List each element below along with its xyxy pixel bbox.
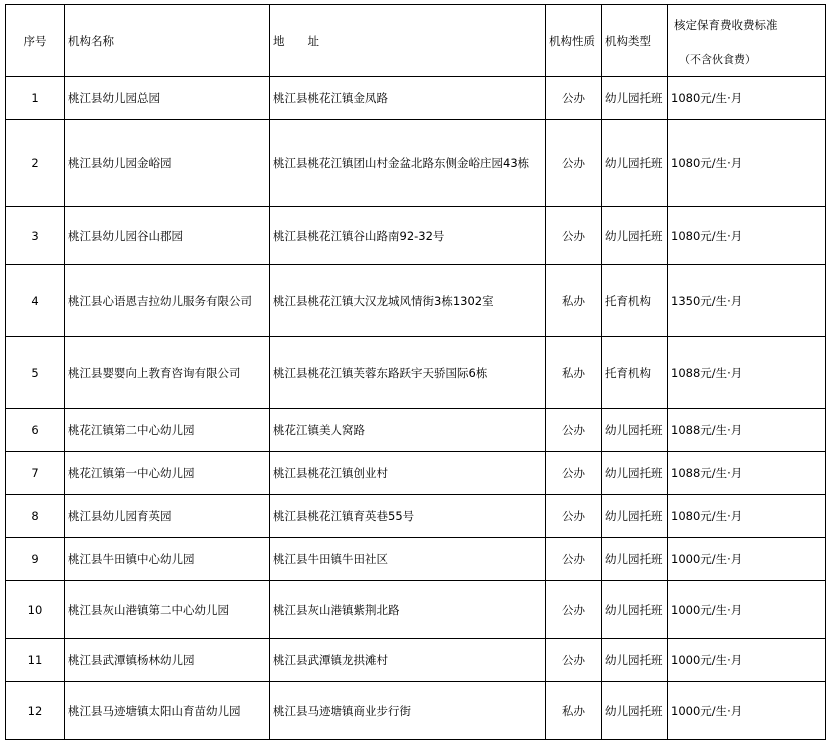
cell-name: 桃江县心语恩吉拉幼儿服务有限公司 <box>65 265 270 337</box>
cell-type: 幼儿园托班 <box>602 495 668 538</box>
cell-no: 7 <box>6 452 65 495</box>
cell-nature: 私办 <box>546 265 602 337</box>
header-no: 序号 <box>6 5 65 77</box>
cell-name: 桃江县武潭镇杨林幼儿园 <box>65 639 270 682</box>
cell-type: 幼儿园托班 <box>602 639 668 682</box>
header-fee <box>668 5 826 77</box>
cell-no: 1 <box>6 77 65 120</box>
cell-address: 桃江县灰山港镇紫荆北路 <box>270 581 546 639</box>
cell-no: 8 <box>6 495 65 538</box>
cell-nature: 公办 <box>546 639 602 682</box>
cell-type: 幼儿园托班 <box>602 452 668 495</box>
cell-no: 12 <box>6 682 65 740</box>
cell-fee: 1080元/生·月 <box>668 207 826 265</box>
cell-nature: 公办 <box>546 409 602 452</box>
cell-nature: 公办 <box>546 495 602 538</box>
header-fee-note: （不含伙食费） <box>679 53 756 66</box>
cell-no: 11 <box>6 639 65 682</box>
header-nature: 机构性质 <box>546 5 602 77</box>
table-row <box>6 337 826 409</box>
table-row <box>6 120 826 207</box>
cell-address: 桃江县桃花江镇创业村 <box>270 452 546 495</box>
table-row <box>6 452 826 495</box>
cell-name: 桃花江镇第一中心幼儿园 <box>65 452 270 495</box>
cell-fee: 1088元/生·月 <box>668 452 826 495</box>
cell-name: 桃花江镇第二中心幼儿园 <box>65 409 270 452</box>
cell-name: 桃江县婴婴向上教育咨询有限公司 <box>65 337 270 409</box>
cell-name: 桃江县幼儿园金峪园 <box>65 120 270 207</box>
cell-nature: 公办 <box>546 452 602 495</box>
cell-address: 桃江县桃花江镇谷山路南92-32号 <box>270 207 546 265</box>
cell-type: 幼儿园托班 <box>602 77 668 120</box>
cell-nature: 公办 <box>546 120 602 207</box>
table-row <box>6 639 826 682</box>
cell-no: 2 <box>6 120 65 207</box>
cell-fee: 1000元/生·月 <box>668 581 826 639</box>
table-row <box>6 538 826 581</box>
cell-fee: 1088元/生·月 <box>668 337 826 409</box>
cell-no: 4 <box>6 265 65 337</box>
cell-name: 桃江县幼儿园总园 <box>65 77 270 120</box>
cell-fee: 1000元/生·月 <box>668 538 826 581</box>
cell-nature: 公办 <box>546 581 602 639</box>
cell-name: 桃江县牛田镇中心幼儿园 <box>65 538 270 581</box>
table-row <box>6 581 826 639</box>
cell-type: 幼儿园托班 <box>602 581 668 639</box>
cell-name: 桃江县幼儿园谷山郡园 <box>65 207 270 265</box>
cell-address: 桃江县马迹塘镇商业步行街 <box>270 682 546 740</box>
cell-address: 桃江县武潭镇龙拱滩村 <box>270 639 546 682</box>
cell-fee: 1080元/生·月 <box>668 77 826 120</box>
header-fee-title: 核定保育费收费标准 <box>674 18 778 32</box>
cell-name: 桃江县马迹塘镇太阳山育苗幼儿园 <box>65 682 270 740</box>
cell-nature: 公办 <box>546 77 602 120</box>
cell-address: 桃江县桃花江镇大汉龙城风情街3栋1302室 <box>270 265 546 337</box>
cell-no: 6 <box>6 409 65 452</box>
cell-fee: 1088元/生·月 <box>668 409 826 452</box>
cell-nature: 公办 <box>546 207 602 265</box>
cell-fee: 1350元/生·月 <box>668 265 826 337</box>
cell-type: 幼儿园托班 <box>602 207 668 265</box>
cell-nature: 私办 <box>546 337 602 409</box>
cell-fee: 1080元/生·月 <box>668 120 826 207</box>
cell-no: 5 <box>6 337 65 409</box>
cell-type: 幼儿园托班 <box>602 120 668 207</box>
header-name: 机构名称 <box>65 5 270 77</box>
cell-address: 桃花江镇美人窝路 <box>270 409 546 452</box>
table-row <box>6 77 826 120</box>
table-row <box>6 495 826 538</box>
table-row <box>6 409 826 452</box>
cell-type: 幼儿园托班 <box>602 682 668 740</box>
fee-table <box>5 4 826 740</box>
cell-type: 幼儿园托班 <box>602 409 668 452</box>
header-address: 地 址 <box>270 5 546 77</box>
cell-address: 桃江县桃花江镇育英巷55号 <box>270 495 546 538</box>
cell-address: 桃江县桃花江镇芙蓉东路跃宇天骄国际6栋 <box>270 337 546 409</box>
cell-address: 桃江县桃花江镇金凤路 <box>270 77 546 120</box>
cell-no: 3 <box>6 207 65 265</box>
cell-name: 桃江县灰山港镇第二中心幼儿园 <box>65 581 270 639</box>
cell-nature: 公办 <box>546 538 602 581</box>
cell-type: 托育机构 <box>602 337 668 409</box>
header-type: 机构类型 <box>602 5 668 77</box>
cell-no: 9 <box>6 538 65 581</box>
cell-no: 10 <box>6 581 65 639</box>
cell-name: 桃江县幼儿园育英园 <box>65 495 270 538</box>
cell-fee: 1080元/生·月 <box>668 495 826 538</box>
cell-address: 桃江县桃花江镇团山村金盆北路东侧金峪庄园43栋 <box>270 120 546 207</box>
cell-fee: 1000元/生·月 <box>668 639 826 682</box>
table-row <box>6 682 826 740</box>
table-row <box>6 207 826 265</box>
cell-address: 桃江县牛田镇牛田社区 <box>270 538 546 581</box>
header-row <box>6 5 826 77</box>
cell-type: 托育机构 <box>602 265 668 337</box>
cell-type: 幼儿园托班 <box>602 538 668 581</box>
cell-fee: 1000元/生·月 <box>668 682 826 740</box>
table-row <box>6 265 826 337</box>
cell-nature: 私办 <box>546 682 602 740</box>
